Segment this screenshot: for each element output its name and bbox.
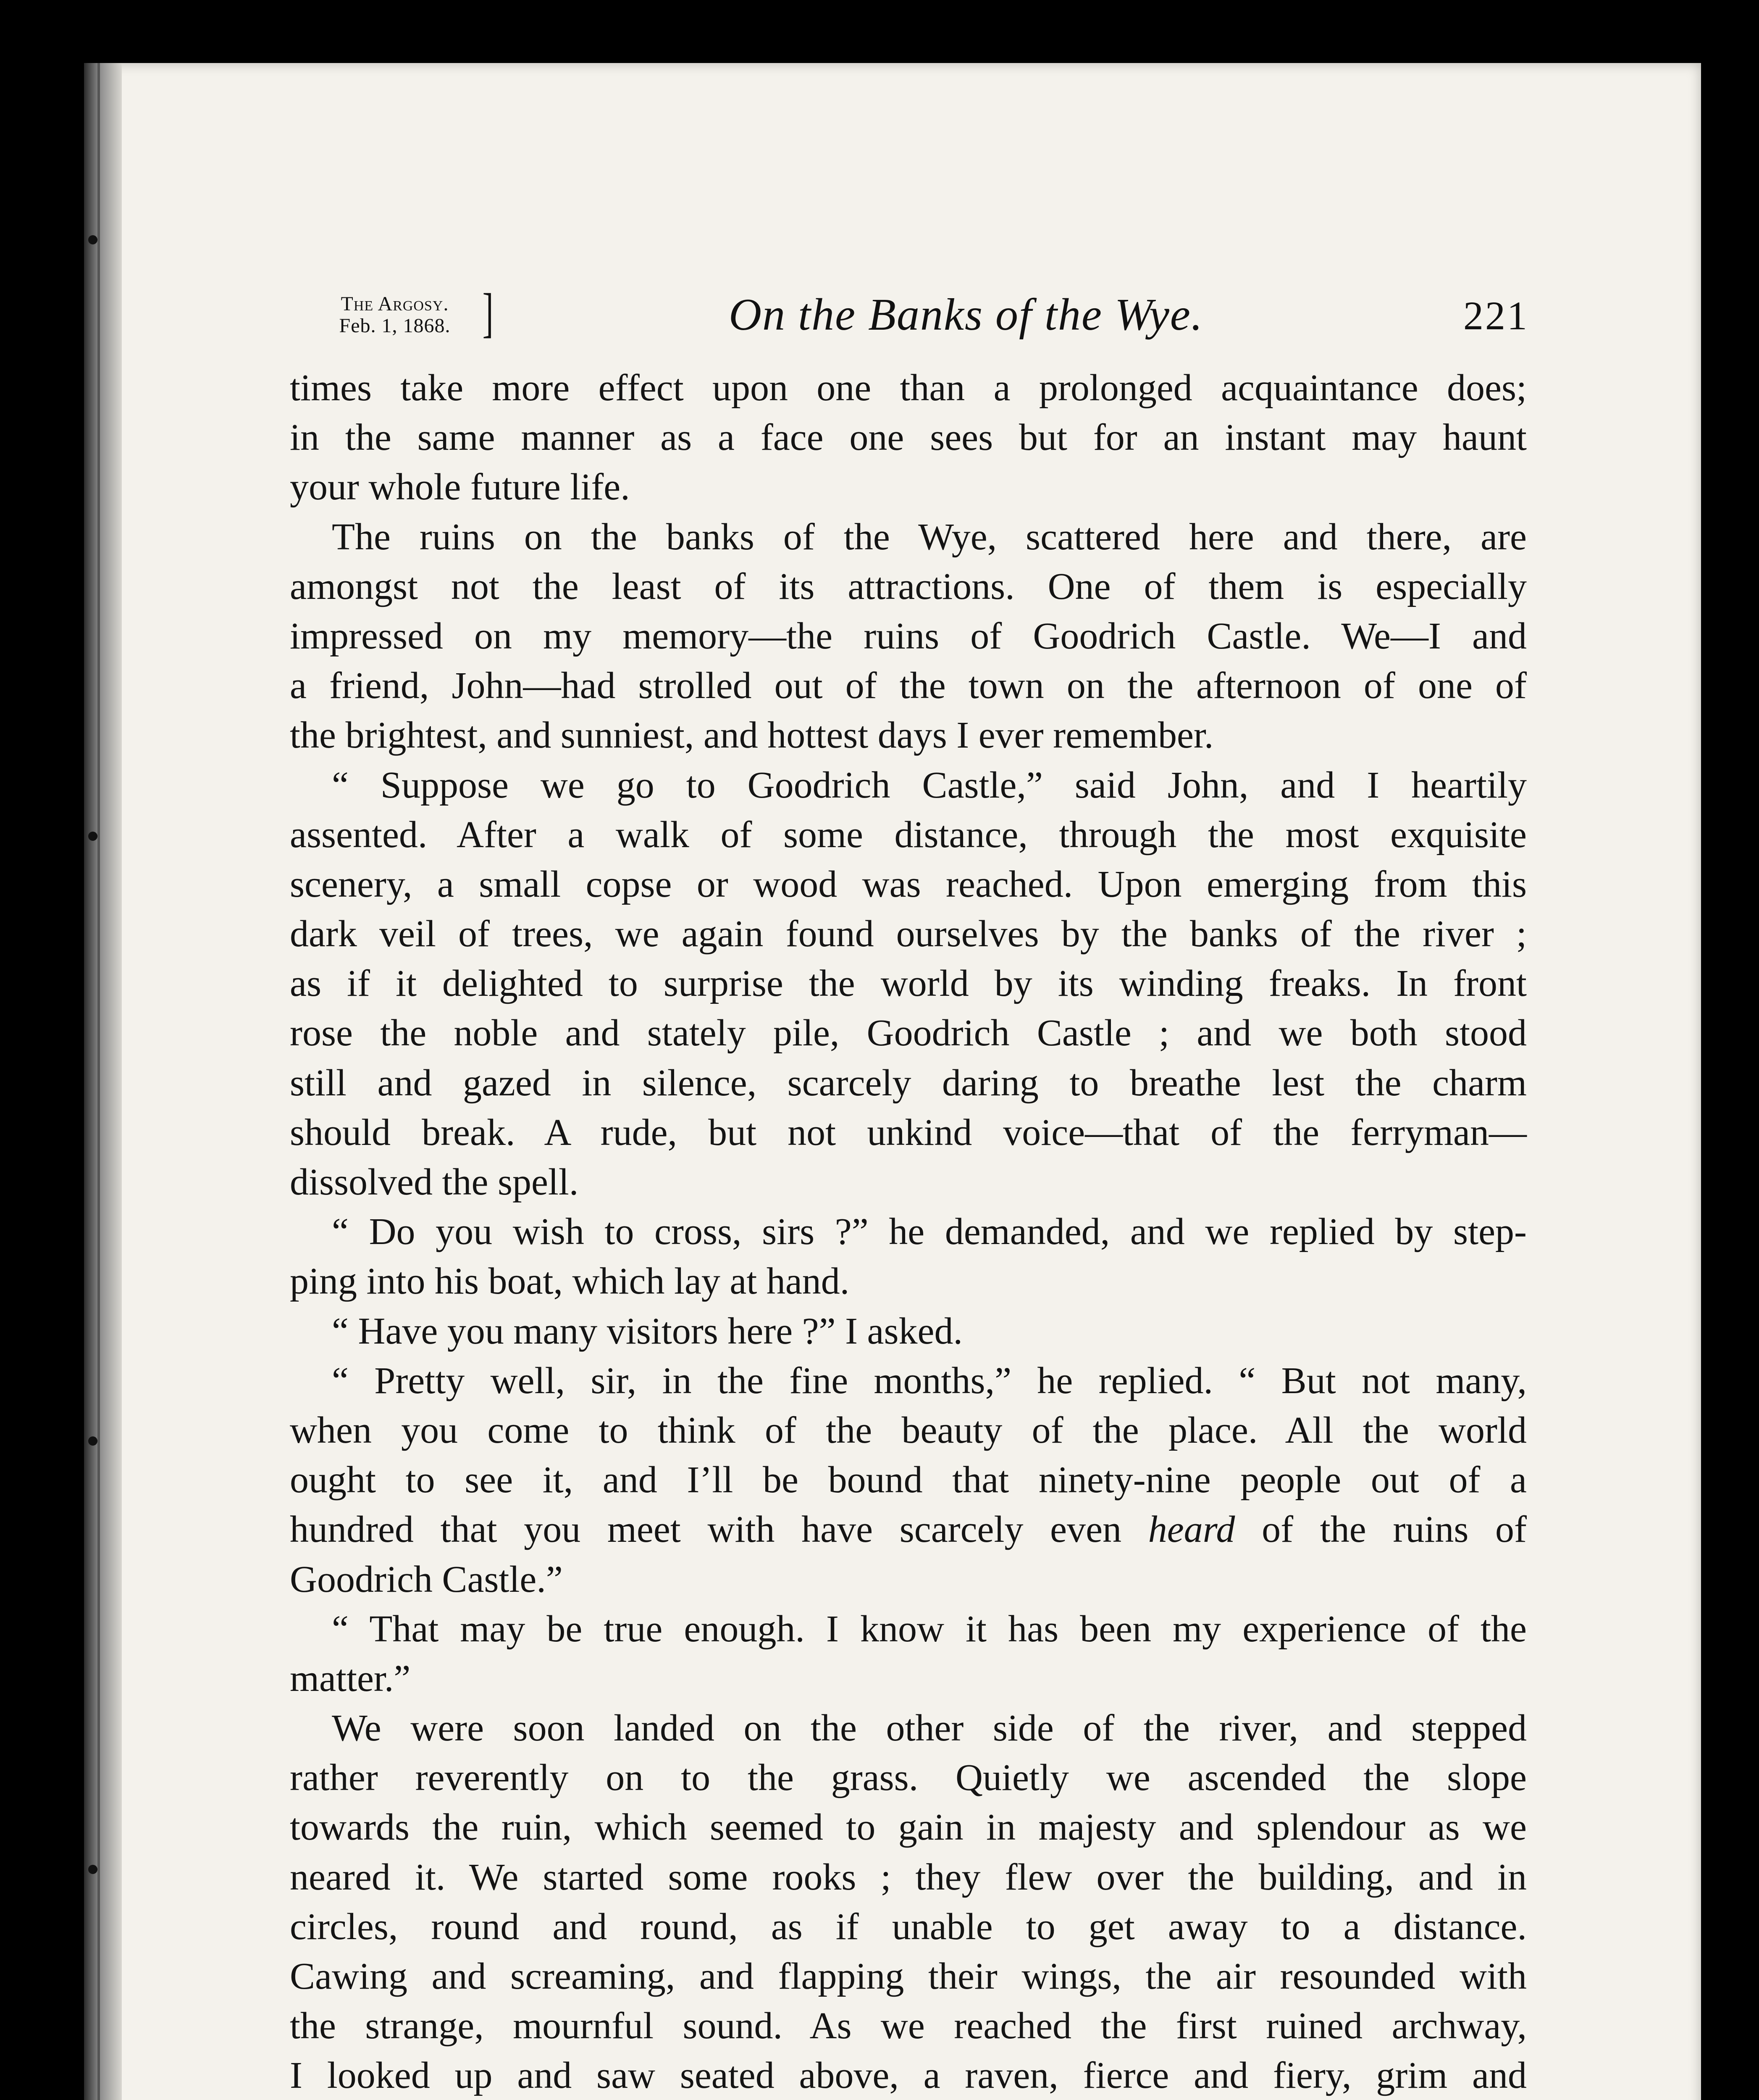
italic-word: heard <box>1148 1509 1235 1551</box>
text-line: neared it. We started some rooks ; they flew over the building, and in <box>290 1856 1527 1898</box>
text-line: scenery, a small copse or wood was reached. Upon emerging from this <box>290 863 1527 905</box>
text-line: as if it delighted to surprise the world by its winding freaks. In front <box>290 963 1527 1005</box>
text-line: Goodrich Castle.” <box>290 1558 563 1600</box>
text-line: “ Pretty well, sir, in the fine months,” he replied. “ But not many, <box>332 1360 1527 1402</box>
text-line: I looked up and saw seated above, a raven, fierce and fiery, grim and <box>290 2055 1527 2097</box>
binding-stitch-mark <box>88 235 97 244</box>
page-fold-line <box>97 63 100 2100</box>
text-segment: of the ruins of <box>1235 1509 1527 1551</box>
text-line: Cawing and screaming, and flapping their wings, the air resounded with <box>290 1956 1527 1997</box>
text-line: matter.” <box>290 1657 411 1699</box>
text-line: impressed on my memory—the ruins of Goodrich Castle. We—I and <box>290 615 1527 657</box>
text-line: the brightest, and sunniest, and hottest days I ever remember. <box>290 714 1214 756</box>
text-line: the strange, mournful sound. As we reached the first ruined archway, <box>290 2005 1527 2047</box>
text-line: towards the ruin, which seemed to gain in majesty and splendour as we <box>290 1806 1527 1848</box>
text-line: assented. After a walk of some distance, through the most exquisite <box>290 814 1527 856</box>
binding-stitch-mark <box>88 1865 97 1874</box>
text-line: “ Do you wish to cross, sirs ?” he demanded, and we replied by step- <box>332 1211 1527 1253</box>
article-body <box>290 363 1527 2100</box>
text-line: rose the noble and stately pile, Goodrich Castle ; and we both stood <box>290 1012 1527 1054</box>
text-line: times take more effect upon one than a prolonged acquaintance does; <box>290 367 1527 409</box>
issue-date: Feb. 1, 1868. <box>339 315 451 337</box>
text-line: circles, round and round, as if unable to get away to a distance. <box>290 1906 1527 1948</box>
text-line: should break. A rude, but not unkind voice—that of the ferryman— <box>290 1111 1527 1153</box>
text-line: “ Have you many visitors here ?” I asked. <box>332 1310 963 1352</box>
text-line: The ruins on the banks of the Wye, scattered here and there, are <box>332 516 1527 558</box>
binding-stitch-mark <box>88 1436 97 1446</box>
text-line <box>290 1505 1527 1554</box>
masthead-bracket: ] <box>482 283 494 343</box>
text-line: your whole future life. <box>290 466 630 508</box>
text-line: in the same manner as a face one sees but for an instant may haunt <box>290 417 1527 459</box>
journal-masthead <box>311 293 479 337</box>
journal-name: The Argosy. <box>341 293 449 315</box>
text-line: “ Suppose we go to Goodrich Castle,” said John, and I heartily <box>332 764 1527 806</box>
running-head <box>311 283 1529 344</box>
text-line: amongst not the least of its attractions. One of them is especially <box>290 565 1527 607</box>
text-segment: hundred that you meet with have scarcely even <box>290 1509 1122 1551</box>
text-line: We were soon landed on the other side of the river, and stepped <box>332 1707 1527 1749</box>
text-line: “ That may be true enough. I know it has been my experience of the <box>332 1608 1527 1650</box>
text-line: rather reverently on to the grass. Quietly we ascended the slope <box>290 1757 1527 1799</box>
text-line: ping into his boat, which lay at hand. <box>290 1260 850 1302</box>
page-number: 221 <box>1463 293 1529 338</box>
text-line: when you come to think of the beauty of the place. All the world <box>290 1409 1527 1451</box>
text-line: dark veil of trees, we again found ourselves by the banks of the river ; <box>290 913 1527 955</box>
text-line: a friend, John—had strolled out of the town on the afternoon of one of <box>290 665 1527 707</box>
text-line: dissolved the spell. <box>290 1161 579 1203</box>
spine-shadow <box>84 63 122 2100</box>
text-line: still and gazed in silence, scarcely daring to breathe lest the charm <box>290 1062 1527 1104</box>
text-line: ought to see it, and I’ll be bound that ninety-nine people out of a <box>290 1459 1527 1501</box>
binding-stitch-mark <box>88 832 97 841</box>
article-title: On the Banks of the Wye. <box>729 290 1203 340</box>
